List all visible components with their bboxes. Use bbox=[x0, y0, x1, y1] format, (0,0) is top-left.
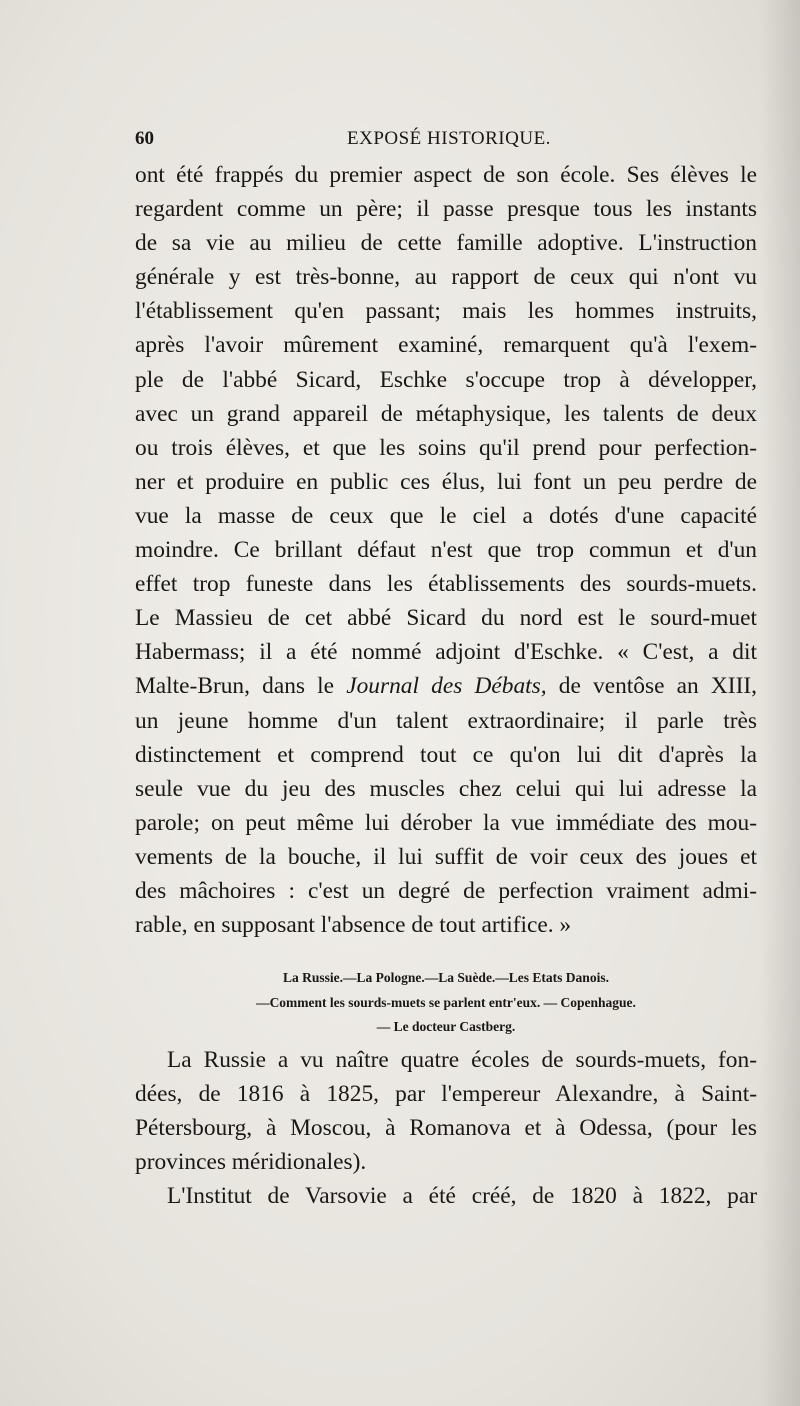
page-header bbox=[135, 128, 755, 158]
text-line: provinces méridionales). bbox=[135, 1149, 367, 1176]
text-line: parole; on peut même lui dérober la vue immédiate des mou- bbox=[135, 809, 757, 836]
text-line: avec un grand appareil de métaphysique, les talents de deux bbox=[135, 400, 757, 427]
text-line: Pétersbourg, à Moscou, à Romanova et à Odessa, (pour les bbox=[135, 1115, 757, 1142]
text-line: ner et produire en public ces élus, lui font un peu perdre de bbox=[135, 468, 757, 495]
text-line: des mâchoires : c'est un degré de perfection vraiment admi- bbox=[135, 877, 757, 904]
paragraph-continued bbox=[135, 158, 757, 942]
text-segment: de ventôse an XIII, bbox=[546, 673, 757, 700]
text-line: ple de l'abbé Sicard, Eschke s'occupe trop à développer, bbox=[135, 366, 757, 393]
text-line: Habermass; il a été nommé adjoint d'Eschke. « C'est, a dit bbox=[135, 639, 757, 666]
text-line: Le Massieu de cet abbé Sicard du nord est le sourd-muet bbox=[135, 605, 757, 632]
heading-line: — Le docteur Castberg. bbox=[376, 1019, 516, 1034]
text-line: vue la masse de ceux que le ciel a dotés d'une capacité bbox=[135, 502, 757, 529]
text-line: générale y est très-bonne, au rapport de ceux qui n'ont vu bbox=[135, 264, 757, 291]
section-heading bbox=[135, 966, 757, 1040]
text-line: seule vue du jeu des muscles chez celui qui lui adresse la bbox=[135, 775, 757, 802]
journal-title: Journal des Débats, bbox=[346, 673, 547, 700]
page-number: 60 bbox=[135, 128, 154, 149]
text-line: ont été frappés du premier aspect de son école. Ses élèves le bbox=[135, 162, 757, 188]
paragraph-russia bbox=[135, 1043, 757, 1213]
text-line: La Russie a vu naître quatre écoles de sourds-muets, fon- bbox=[167, 1047, 757, 1073]
text-line: distinctement et comprend tout ce qu'on lui dit d'après la bbox=[135, 741, 757, 768]
text-segment: Malte-Brun, dans le bbox=[135, 673, 347, 700]
text-line: effet trop funeste dans les établissements des sourds-muets. bbox=[135, 571, 757, 598]
text-line: rable, en supposant l'absence de tout artifice. » bbox=[135, 912, 572, 939]
text-line: de sa vie au milieu de cette famille adoptive. L'instruction bbox=[135, 230, 757, 257]
text-line: moindre. Ce brillant défaut n'est que trop commun et d'un bbox=[135, 537, 757, 564]
running-head: EXPOSÉ HISTORIQUE. bbox=[347, 128, 551, 149]
text-line: un jeune homme d'un talent extraordinaire; il parle très bbox=[135, 707, 757, 734]
text-line: dées, de 1816 à 1825, par l'empereur Alexandre, à Saint- bbox=[135, 1081, 757, 1108]
text-line: après l'avoir mûrement examiné, remarquent qu'à l'exem- bbox=[135, 332, 757, 359]
text-line: l'établissement qu'en passant; mais les hommes instruits, bbox=[135, 298, 757, 325]
text-line-with-citation bbox=[135, 669, 757, 703]
text-line: regardent comme un père; il passe presque tous les instants bbox=[135, 196, 757, 223]
text-line: vements de la bouche, il lui suffit de voir ceux des joues et bbox=[135, 843, 757, 870]
page-edge-shadow bbox=[760, 0, 800, 1406]
heading-line: —Comment les sourds-muets se parlent entr'eux. — Copenhague. bbox=[256, 994, 636, 1010]
text-line: L'Institut de Varsovie a été créé, de 1820 à 1822, par bbox=[167, 1183, 757, 1210]
text-line: ou trois élèves, et que les soins qu'il prend pour perfection- bbox=[135, 434, 757, 461]
heading-line: La Russie.—La Pologne.—La Suède.—Les Etats Danois. bbox=[283, 970, 609, 985]
